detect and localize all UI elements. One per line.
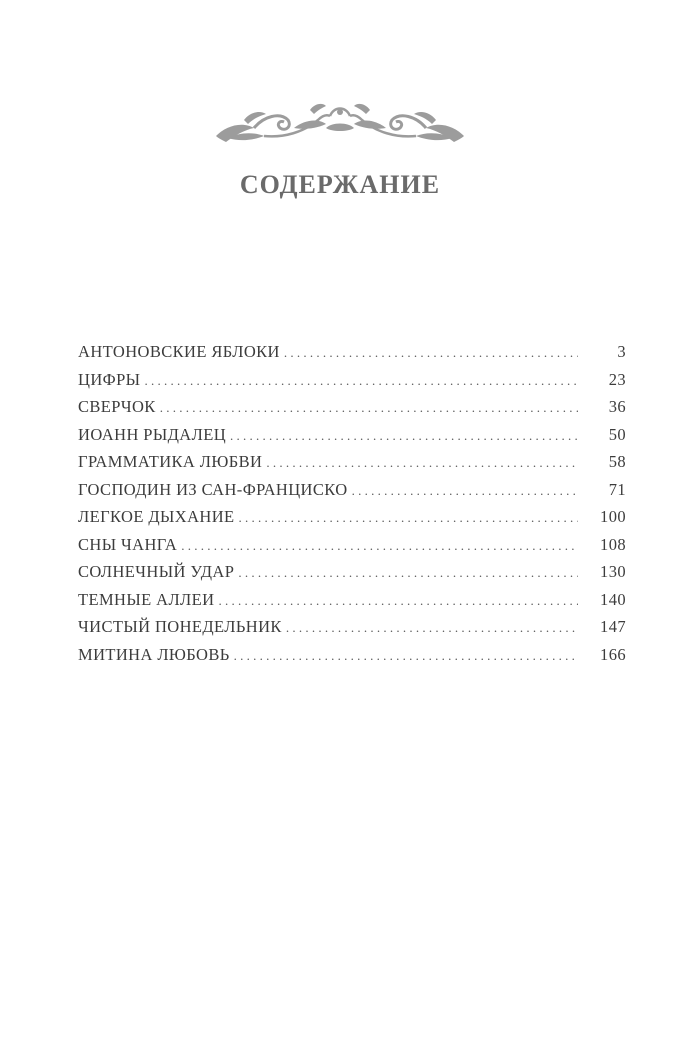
toc-dot-leader (286, 620, 578, 636)
toc-dot-leader (230, 428, 578, 444)
toc-entry (78, 535, 626, 563)
toc-entry (78, 342, 626, 370)
toc-entry-title: МИТИНА ЛЮБОВЬ (78, 644, 230, 664)
toc-entry-title: ЧИСТЫЙ ПОНЕДЕЛЬНИК (78, 617, 282, 636)
toc-dot-leader (266, 455, 578, 471)
page-title: СОДЕРЖАНИЕ (239, 170, 441, 199)
toc-entry-page-number: 100 (600, 507, 626, 526)
toc-entry-title: ГОСПОДИН ИЗ САН-ФРАНЦИСКО (78, 479, 348, 499)
toc-entry-title: ЦИФРЫ (78, 369, 141, 389)
toc-entry-page-number: 130 (600, 562, 626, 581)
toc-entry-page-number: 71 (608, 479, 626, 499)
toc-dot-leader (144, 373, 578, 389)
toc-dot-leader (234, 648, 578, 664)
toc-entry-title: ЛЕГКОЕ ДЫХАНИЕ (78, 507, 235, 526)
toc-entry-title: ГРАММАТИКА ЛЮБВИ (78, 452, 263, 471)
toc-dot-leader (284, 345, 578, 361)
toc-entry (78, 452, 626, 480)
toc-entry-page-number: 23 (608, 369, 626, 389)
toc-entry-page-number: 36 (608, 397, 626, 416)
toc-entry-title: СОЛНЕЧНЫЙ УДАР (78, 562, 235, 581)
toc-dot-leader (352, 483, 578, 499)
toc-entry-title: АНТОНОВСКИЕ ЯБЛОКИ (78, 342, 280, 361)
toc-entry-page-number: 166 (600, 644, 626, 664)
toc-entry-title: СНЫ ЧАНГА (78, 534, 178, 554)
toc-entry (78, 617, 626, 645)
toc-entry-page-number: 108 (600, 534, 626, 554)
toc-dot-leader (181, 538, 578, 554)
toc-dot-leader (218, 593, 578, 609)
toc-entry-title: ТЕМНЫЕ АЛЛЕИ (78, 589, 215, 609)
toc-entry-title: ИОАНН РЫДАЛЕЦ (78, 424, 227, 444)
toc-entry (78, 562, 626, 590)
toc-entry-page-number: 147 (600, 617, 626, 636)
toc-entry (78, 507, 626, 535)
toc-entry (78, 370, 626, 398)
table-of-contents (78, 342, 626, 672)
toc-entry-page-number: 140 (600, 589, 626, 609)
toc-entry-page-number: 58 (608, 452, 626, 471)
toc-entry (78, 480, 626, 508)
toc-entry (78, 425, 626, 453)
toc-dot-leader (238, 565, 578, 581)
toc-entry-page-number: 50 (608, 424, 626, 444)
toc-dot-leader (160, 400, 578, 416)
toc-entry (78, 645, 626, 673)
toc-dot-leader (239, 510, 578, 526)
toc-entry-title: СВЕРЧОК (78, 397, 156, 416)
toc-entry (78, 590, 626, 618)
toc-entry-page-number: 3 (617, 342, 626, 361)
toc-entry (78, 397, 626, 425)
decorative-flourish-icon (214, 98, 466, 150)
